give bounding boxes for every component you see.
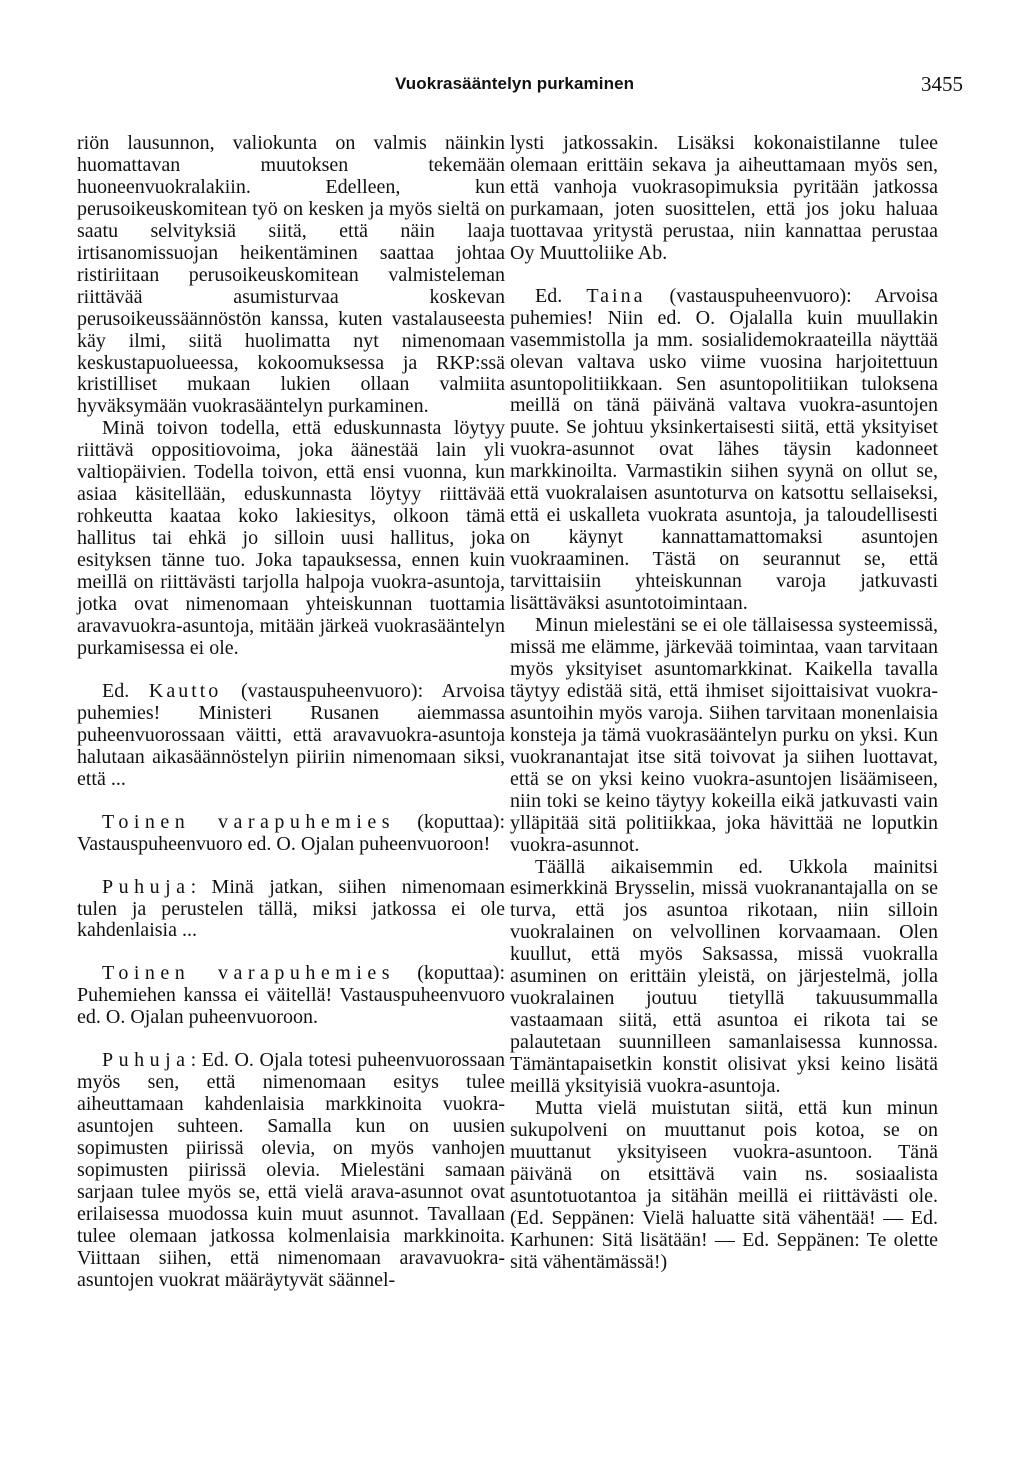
paragraph: Minä toivon todella, että eduskunnasta löytyy riittävä oppositiovoima, joka äänestää lain yli valtiopäivien. Todella toivon, että ensi vuonna, kun asiaa käsitellään, eduskunnasta löytyy riittävää rohkeutta kaataa koko lakiesitys, olkoon tämä hallitus tai ehkä jo silloin uusi hallitus, joka esityksen tänne tuo. Joka tapauksessa, ennen kuin meillä on riittävästi tarjolla halpoja vuokra-asuntoja, jotka ovat nimenomaan yhteiskunnan tuottamia aravavuokra-asuntoja, mitään järkeä vuokrasääntelyn purkamisessa ei ole. [77, 417, 505, 659]
paragraph: Mutta vielä muistutan siitä, että kun minun sukupolveni on muuttanut pois kotoa, se on muuttanut yksityiseen vuokra-asuntoon. Tänä päivänä on etsittävä vain ns. sosiaalista asuntotuotantoa ja sitähän meillä ei riittävästi ole. (Ed. Seppänen: Vielä haluatte sitä vähentää! — Ed. Karhunen: Sitä lisätään! — Ed. Seppänen: Te olette sitä vähentämässä!) [510, 1096, 938, 1273]
left-column [77, 133, 505, 1292]
speech-text: (koputtaa): Vastauspuheenvuoro ed. O. Ojalan puheenvuoroon! [77, 810, 505, 855]
speech-kautto [77, 681, 505, 791]
running-head-title: Vuokrasääntelyn purkaminen [395, 74, 635, 93]
speech-text: : Minä jatkan, siihen nimenomaan tulen ja perustelen tällä, miksi jatkossa ei ole kahdenlaisia ... [77, 875, 505, 942]
speech-taina [510, 286, 938, 615]
paragraph-continuation: riön lausunnon, valiokunta on valmis näinkin huomattavan muutoksen tekemään huoneenvuokralakiin. Edelleen, kun perusoikeuskomitean työ on kesken ja myös sieltä on saatu selvityksiä siitä, että näin laaja irtisanomissuojan heikentäminen saattaa johtaa ristiriitaan perusoikeuskomitean valmisteleman riittävää asumisturvaa koskevan perusoikeussäännöstön kanssa, kuten vastalauseesta käy ilmi, siitä huolimatta nyt nimenomaan keskustapuolueessa, kokoomuksessa ja RKP:ssä kristilliset mukaan lukien ollaan valmiita hyväksymään vuokrasääntelyn purkaminen. [77, 132, 505, 418]
speech-text: (koputtaa): Puhemiehen kanssa ei väitellä! Vastauspuheenvuoro ed. O. Ojalan puheenvuoroon. [77, 962, 505, 1029]
speaker-name: Toinen varapuhemies [102, 962, 396, 985]
paragraph: Täällä aikaisemmin ed. Ukkola mainitsi esimerkkinä Brysselin, missä vuokranantajalla on se turva, että jos asuntoa rikotaan, niin silloin vuokralainen on velvollinen korvaamaan. Olen kuullut, että myös Saksassa, missä vuokralla asuminen on erittäin yleistä, on järjestelmä, jolla vuokralainen joutuu tietyllä takuusummalla vastaamaan siitä, että asuntoa ei rikota tai se palautetaan suunnilleen samanlaisessa kunnossa. Tämäntapaisetkin konstit olisivat yksi keino lisätä meillä yksityisiä vuokra-asuntoja. [510, 855, 938, 1098]
speaker-prefix: Ed. [102, 679, 130, 702]
speech-chair-1 [77, 812, 505, 856]
speech-text: (vastauspuheenvuoro): Arvoisa puhemies! Niin ed. O. Ojalalla kuin muullakin vasemmistolla ja mm. sosialidemokraateilla näyttää olevan valtava usko viime vuosina harjoitettuun asuntopolitiikkaan. Sen asuntopolitiikan tuloksena meillä on tänä päivänä valtava vuokra-asuntojen puute. Se johtuu yksinkertaisesti siitä, että yksityiset vuokra-asunnot ovat lähes täysin kadonneet markkinoilta. Varmastikin siihen syynä on ollut se, että vuokralaisen asuntoturva on katsottu sellaiseksi, että ei uskalleta vuokrata asuntoja, ja taloudellisesti on käynyt kannattamattomaksi asuntojen vuokraaminen. Tästä on seurannut se, että tarvittaisiin yhteiskunnan varoja jatkuvasti lisättäväksi asuntotoimintaan. [510, 284, 939, 615]
speaker-name: Toinen varapuhemies [102, 810, 396, 833]
right-column [510, 133, 938, 1274]
speech-text: (vastauspuheenvuoro): Arvoisa puhemies! Ministeri Rusanen aiemmassa puheenvuorossaan väitti, että aravavuokra-asuntoja halutaan aikasäännöstelyn piiriin nimenomaan siksi, että ... [77, 679, 506, 790]
paragraph-continuation: lysti jatkossakin. Lisäksi kokonaistilanne tulee olemaan erittäin sekava ja aiheuttamaan myös sen, että vanhoja vuokrasopimuksia pyritään jatkossa purkamaan, joten suosittelen, että jos joku haluaa tuottavaa yritystä perustaa, niin kannattaa perustaa Oy Muuttoliike Ab. [510, 132, 938, 264]
speech-puhuja-1 [77, 877, 505, 943]
page-number: 3455 [921, 72, 963, 96]
speech-puhuja-2 [77, 1050, 505, 1291]
speaker-name: Puhuja [102, 875, 191, 898]
speech-text: : Ed. O. Ojala totesi puheenvuorossaan myös sen, että nimenomaan esitys tulee aiheuttamaan kahdenlaisia markkinoita vuokra-asuntojen suhteen. Samalla kun on uusien sopimusten piirissä olevia, on myös vanhojen sopimusten piirissä olevia. Mielestäni samaan sarjaan tulee myös se, että vielä arava-asunnot ovat erilaisessa muodossa kuin muut asunnot. Tavallaan tulee olemaan jatkossa kolmenlaisia markkinoita. Viittaan siihen, että nimenomaan aravavuokra-asuntojen vuokrat määräytyvät säännel- [77, 1049, 505, 1291]
speech-chair-2 [77, 963, 505, 1029]
speaker-name: Puhuja [102, 1049, 191, 1072]
speaker-name: Taina [586, 284, 646, 307]
paragraph: Minun mielestäni se ei ole tällaisessa systeemissä, missä me elämme, järkevää toimintaa, vaan tarvitaan myös yksityiset asuntomarkkinat. Kaikella tavalla täytyy edistää sitä, että ihmiset sijoittaisivat vuokra-asuntoihin myös varoja. Siihen tarvitaan monenlaisia konsteja ja tämä vuokrasääntelyn purku on yksi. Kun vuokranantajat itse sitä toivovat ja siihen luottavat, että se on yksi keino vuokra-asuntojen lisäämiseen, niin toki se keino täytyy kokeilla eikä jatkuvasti vain ylläpitää sitä politiikkaa, joka hävittää ne loputkin vuokra-asunnot. [510, 614, 938, 856]
running-head [0, 68, 1024, 98]
speaker-prefix: Ed. [535, 284, 563, 307]
speaker-name: Kautto [148, 679, 222, 702]
